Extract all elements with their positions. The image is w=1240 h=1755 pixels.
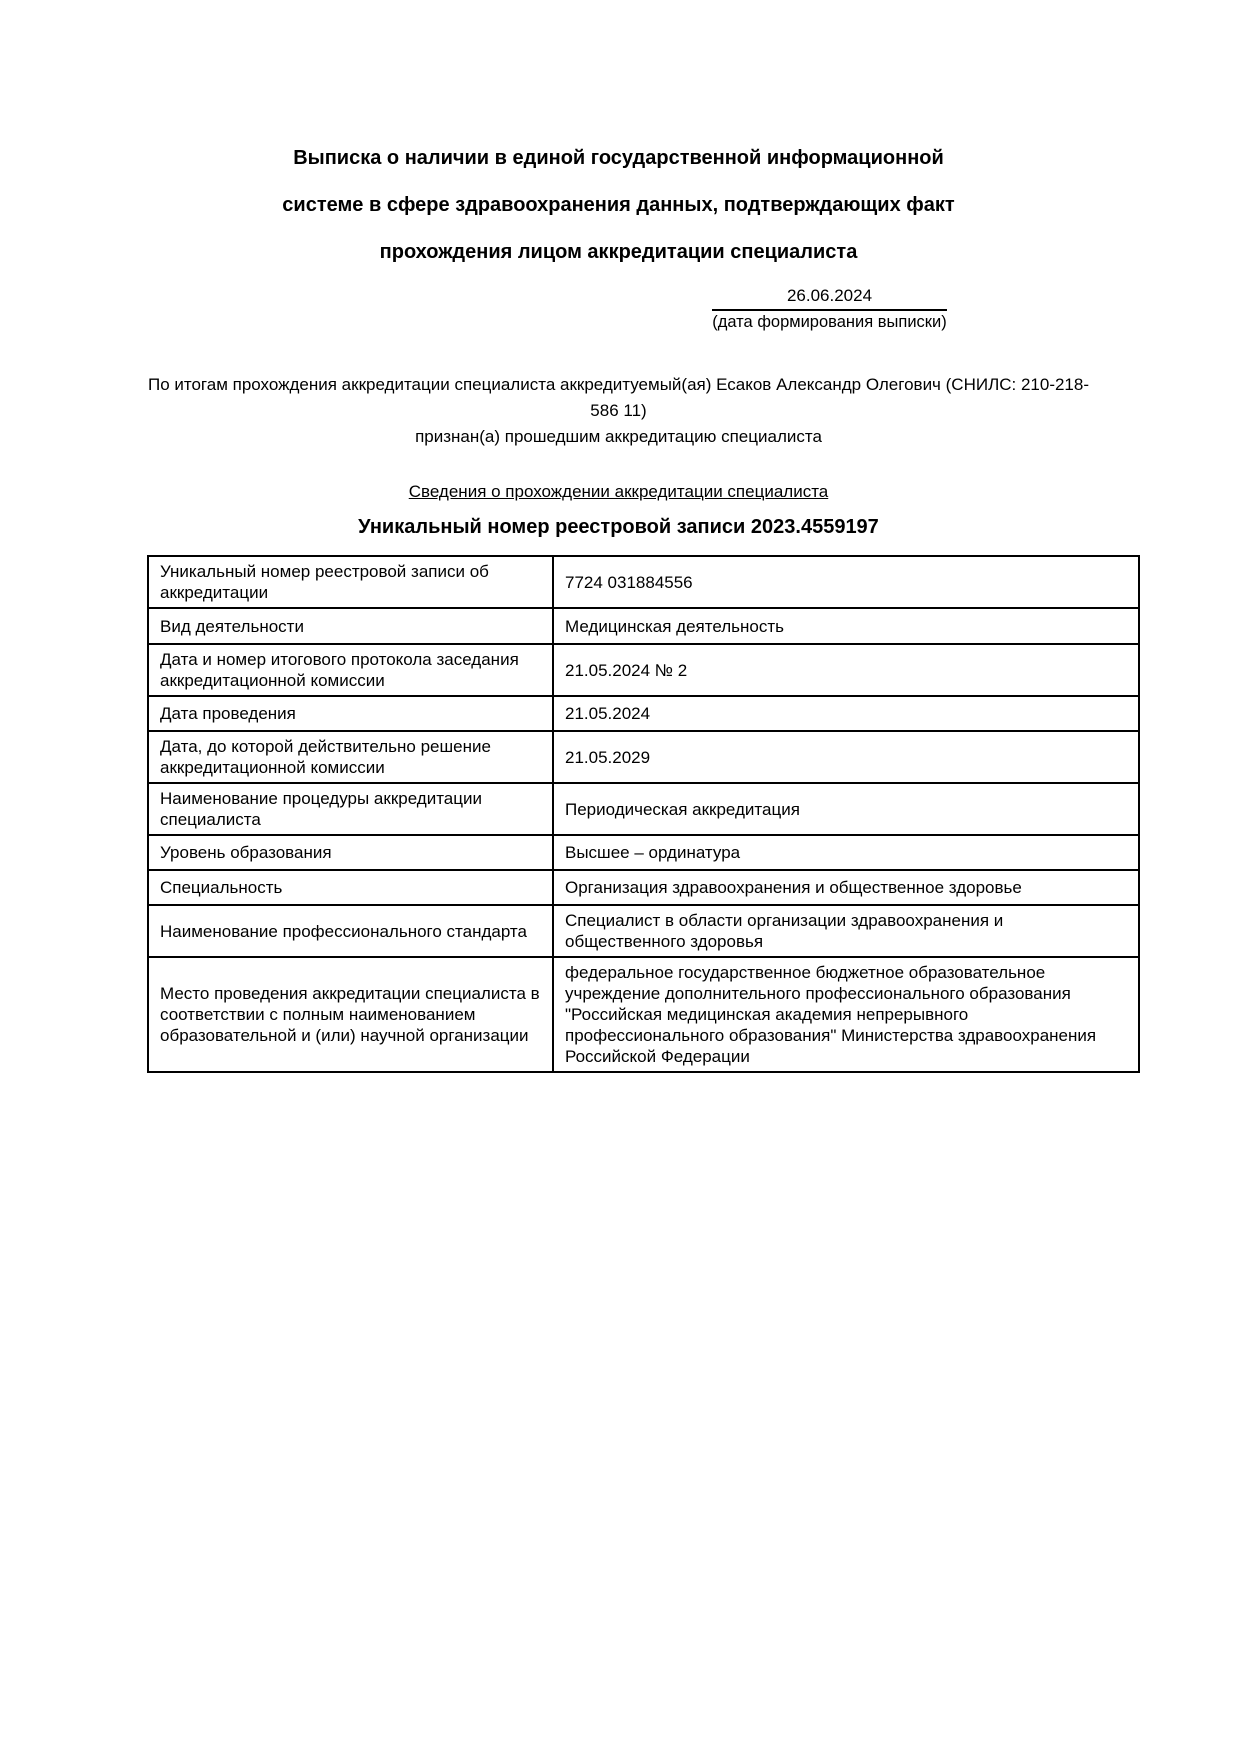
row-label: Дата проведения	[148, 696, 553, 731]
row-value: федеральное государственное бюджетное образовательное учреждение дополнительного профессионального образования "Российская медицинская академия непрерывного профессионального образования" Министерства здравоохранения Российской Федерации	[553, 957, 1139, 1072]
table-row	[148, 731, 1139, 783]
document-title	[147, 135, 1090, 276]
title-line-2: системе в сфере здравоохранения данных, подтверждающих факт	[282, 194, 955, 216]
table-row	[148, 957, 1139, 1072]
row-label: Дата, до которой действительно решение аккредитационной комиссии	[148, 731, 553, 783]
row-value: 21.05.2024 № 2	[553, 644, 1139, 696]
accreditation-table	[147, 555, 1140, 1073]
row-value: 7724 031884556	[553, 556, 1139, 608]
row-label: Место проведения аккредитации специалиста в соответствии с полным наименованием образовательной и (или) научной организации	[148, 957, 553, 1072]
row-value: 21.05.2024	[553, 696, 1139, 731]
row-label: Уникальный номер реестровой записи об аккредитации	[148, 556, 553, 608]
title-line-3: прохождения лицом аккредитации специалиста	[379, 241, 858, 263]
row-value: Медицинская деятельность	[553, 608, 1139, 644]
table-row	[148, 696, 1139, 731]
extract-date: 26.06.2024	[712, 286, 947, 311]
table-row	[148, 905, 1139, 957]
extract-date-caption: (дата формирования выписки)	[712, 313, 947, 331]
row-value: Высшее – ординатура	[553, 835, 1139, 870]
row-label: Наименование процедуры аккредитации специалиста	[148, 783, 553, 835]
intro-line-1: По итогам прохождения аккредитации специалиста аккредитуемый(ая) Есаков Александр Олегович (СНИЛС: 210-218-586 11)	[147, 375, 1090, 420]
row-label: Дата и номер итогового протокола заседания аккредитационной комиссии	[148, 644, 553, 696]
table-row	[148, 608, 1139, 644]
section-heading: Сведения о прохождении аккредитации специалиста	[408, 482, 829, 501]
intro-line-2: признан(а) прошедшим аккредитацию специалиста	[415, 427, 822, 446]
row-label: Наименование профессионального стандарта	[148, 905, 553, 957]
table-row	[148, 556, 1139, 608]
extract-date-block	[712, 286, 947, 332]
table-row	[148, 835, 1139, 870]
row-value: Периодическая аккредитация	[553, 783, 1139, 835]
table-row	[148, 644, 1139, 696]
row-value: 21.05.2029	[553, 731, 1139, 783]
row-label: Специальность	[148, 870, 553, 905]
row-value: Специалист в области организации здравоохранения и общественного здоровья	[553, 905, 1139, 957]
table-row	[148, 783, 1139, 835]
record-number-heading: Уникальный номер реестровой записи 2023.4559197	[358, 516, 879, 538]
intro-paragraph	[147, 372, 1090, 450]
title-line-1: Выписка о наличии в единой государственной информационной	[293, 147, 944, 169]
row-label: Уровень образования	[148, 835, 553, 870]
row-label: Вид деятельности	[148, 608, 553, 644]
table-row	[148, 870, 1139, 905]
row-value: Организация здравоохранения и общественное здоровье	[553, 870, 1139, 905]
